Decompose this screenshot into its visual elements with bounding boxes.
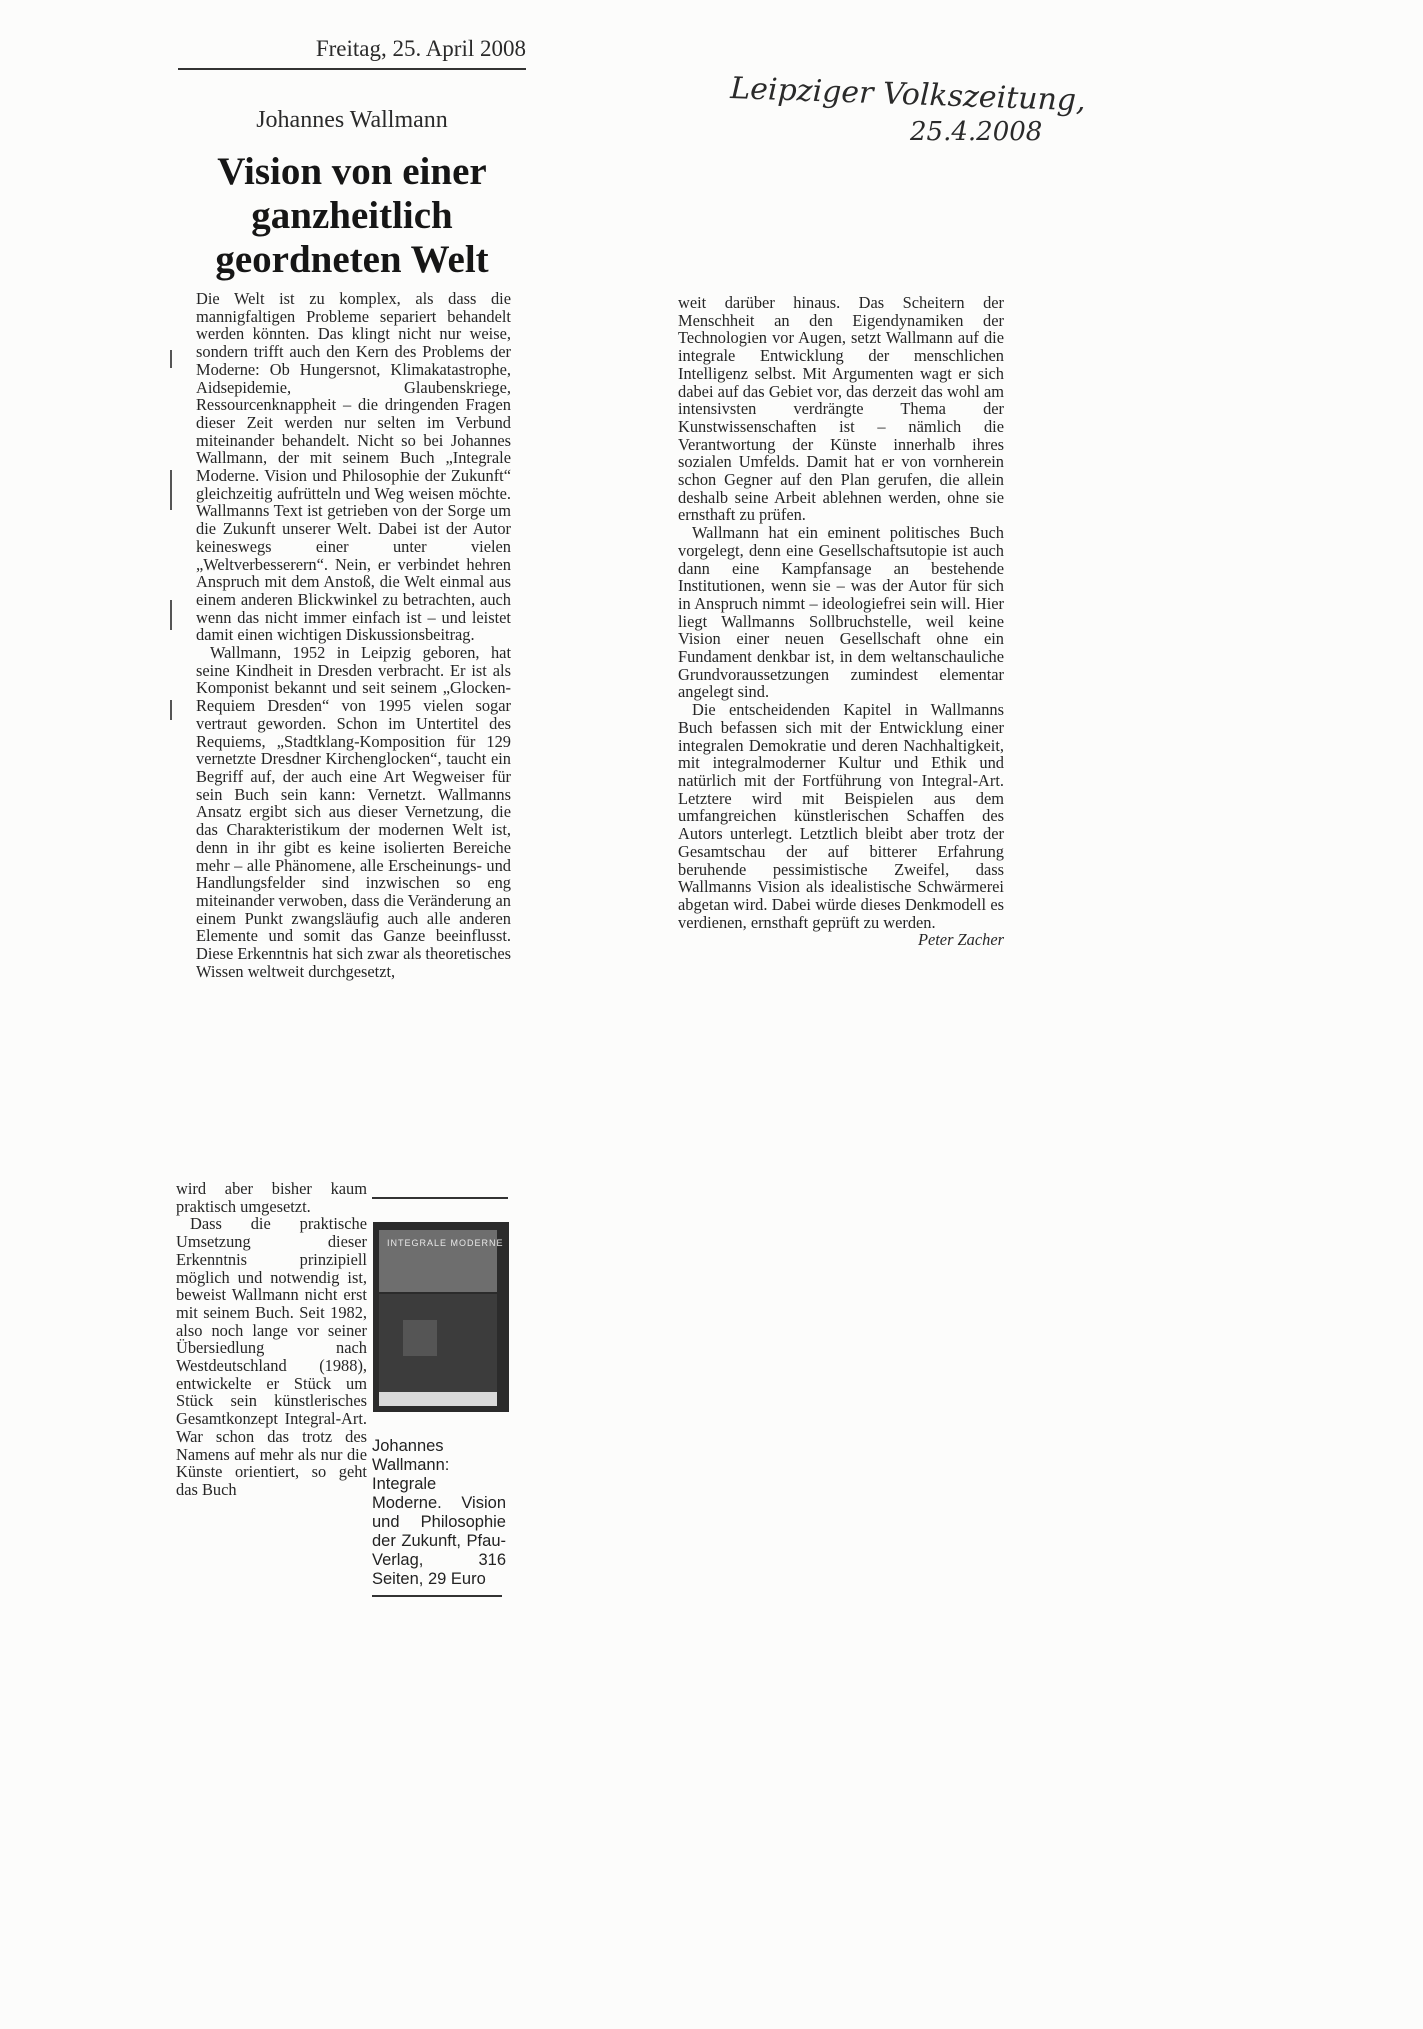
scan-mark <box>170 700 172 720</box>
paragraph: Dass die praktische Umsetzung dieser Erkenntnis prinzipiell möglich und notwendig ist, beweist Wallmann nicht erst mit seinem Buch. Seit 1982, also noch lange vor seiner Übersiedlung nach Westdeutschland (1988), entwickelte er Stück um Stück sein künstlerisches Gesamtkonzept Integral-Art. War schon das trotz des Namens auf mehr als nur die Künste orientiert, so geht das Buch <box>176 1214 367 1499</box>
paragraph: weit darüber hinaus. Das Scheitern der Menschheit an den Eigendynamiken der Technologien vor Augen, setzt Wallmann auf die integrale Entwicklung der menschlichen Intelligenz selbst. Mit Argumenten wagt er sich dabei auf das Gebiet vor, das derzeit das wohl am intensivsten verdrängte Thema der Kunstwissenschaften ist – nämlich die Verantwortung der Künste innerhalb ihres sozialen Umfelds. Damit hat er von vornherein schon Gegner auf den Plan gerufen, die allein deshalb seine Arbeit ablehnen werden, ohne sie ernsthaft zu prüfen. <box>678 293 1004 525</box>
book-cover-title: INTEGRALE MODERNE <box>387 1238 504 1248</box>
paragraph: Wallmann, 1952 in Leipzig geboren, hat seine Kindheit in Dresden verbracht. Er ist als Komponist bekannt und seit seinem „Glocken-Requiem Dresden“ von 1995 vielen sogar vertraut geworden. Schon im Untertitel des Requiems, „Stadtklang-Komposition für 129 vernetzte Dresdner Kirchenglocken“, taucht ein Begriff auf, der auch eine Art Wegweiser für sein Buch sein kann: Vernetzt. Wallmanns Ansatz ergibt sich aus dieser Vernetzung, die das Charakteristikum der modernen Welt ist, denn in ihr gibt es keine isolierten Bereiche mehr – alle Phänomene, alle Erscheinungs- und Handlungsfelder sind inzwischen so eng miteinander verwoben, dass die Veränderung an einem Punkt zwangsläufig auch alle anderen Elemente und somit das Ganze beeinflusst. Diese Erkenntnis hat sich zwar als theoretisches Wissen weltweit durchgesetzt, <box>196 643 511 981</box>
article-column-1 <box>196 290 511 980</box>
paragraph: Wallmann hat ein eminent politisches Buch vorgelegt, denn eine Gesellschaftsutopie ist auch dann eine Kampfansage an bestehende Institutionen, wenn sie – was der Autor für sich in Anspruch nimmt – ideologiefrei sein will. Hier liegt Wallmanns Sollbruchstelle, weil keine Vision einer neuen Gesellschaft ohne ein Fundament denkbar ist, in dem weltanschauliche Grundvoraussetzungen zumindest elementar angelegt sind. <box>678 523 1004 702</box>
paragraph: Die Welt ist zu komplex, als dass die mannigfaltigen Probleme separiert behandelt werden könnten. Das klingt nicht nur weise, sondern trifft auch den Kern des Problems der Moderne: Ob Hungersnot, Klimakatastrophe, Aidsepidemie, Glaubenskriege, Ressourcenknappheit – die dringenden Fragen dieser Zeit werden nur selten im Verbund miteinander behandelt. Nicht so bei Johannes Wallmann, der mit seinem Buch „Integrale Moderne. Vision und Philosophie der Zukunft“ gleichzeitig aufrütteln und Weg weisen möchte. Wallmanns Text ist getrieben von der Sorge um die Zukunft unserer Welt. Dabei ist der Autor keineswegs einer unter vielen „Weltverbesserern“. Nein, er verbindet hehren Anspruch mit dem Anstoß, die Welt einmal aus einem anderen Blickwinkel zu betrachten, auch wenn das nicht immer einfach ist – und leistet damit einen wichtigen Diskussionsbeitrag. <box>196 289 511 645</box>
scan-mark <box>170 350 172 368</box>
handwritten-line-1: Leipziger Volkszeitung, <box>729 71 1087 119</box>
handwritten-line-2: 25.4.2008 <box>910 117 1043 147</box>
caption-divider-top <box>372 1197 508 1199</box>
date-divider <box>178 68 526 70</box>
paragraph: Die entscheidenden Kapitel in Wallmanns Buch befassen sich mit der Entwicklung einer integralen Demokratie und deren Nachhaltigkeit, mit integralmoderner Kultur und Ethik und natürlich mit der Fortführung von Integral-Art. Letztere wird mit Beispielen aus dem umfangreichen künstlerischen Schaffen des Autors unterlegt. Letztlich bleibt aber trotz der Gesamtschau der auf bitterer Erfahrung beruhende pessimistische Zweifel, dass Wallmanns Vision als idealistische Schwärmerei abgetan wird. Dabei würde dieses Denkmodell es verdienen, ernsthaft geprüft zu werden. <box>678 700 1004 932</box>
article-column-2 <box>678 294 1004 949</box>
book-cover-image <box>373 1222 509 1412</box>
article-column-1-continuation <box>176 1180 367 1499</box>
issue-date: Freitag, 25. April 2008 <box>315 36 526 61</box>
book-caption: Johannes Wallmann: Integrale Moderne. Vision und Philosophie der Zukunft, Pfau-Verlag, 316 Seiten, 29 Euro <box>372 1437 506 1588</box>
article-headline: Vision von einer ganzheitlich geordneten Welt <box>215 150 489 281</box>
scan-mark <box>170 600 172 630</box>
article-author: Johannes Wallmann <box>256 107 448 133</box>
handwritten-source-note <box>720 60 1140 150</box>
caption-divider-bottom <box>372 1595 502 1597</box>
article-signature: Peter Zacher <box>917 930 1004 950</box>
scan-mark <box>170 470 172 510</box>
paragraph: wird aber bisher kaum praktisch umgesetzt. <box>176 1179 367 1216</box>
